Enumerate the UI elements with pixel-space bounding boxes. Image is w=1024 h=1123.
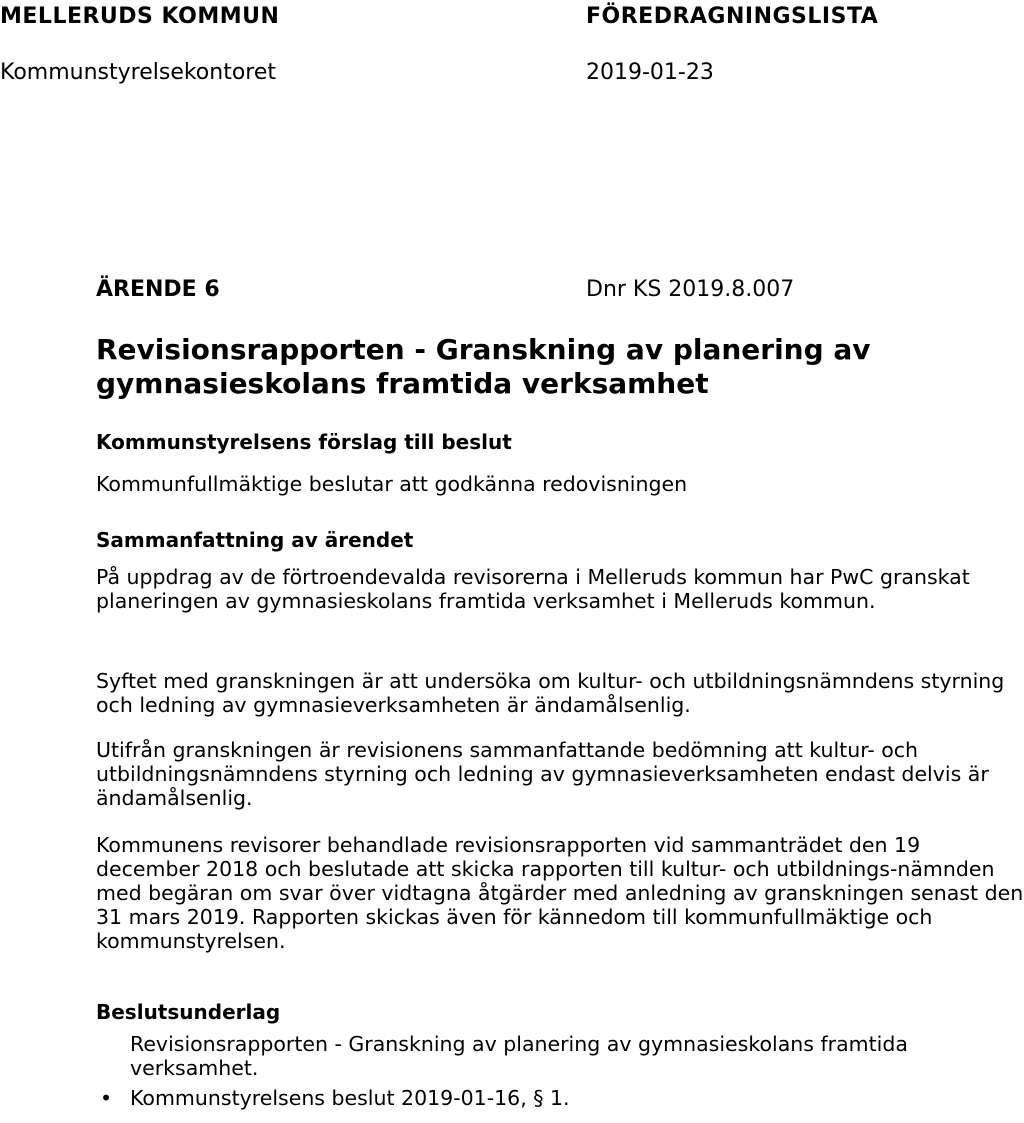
basis-list (96, 1032, 1010, 1110)
list-item-text: Kommunstyrelsens beslut 2019-01-16, § 1. (130, 1086, 570, 1110)
proposal-text: Kommunfullmäktige beslutar att godkänna redovisningen (96, 472, 688, 496)
document-type: FÖREDRAGNINGSLISTA (586, 4, 879, 29)
proposal-heading: Kommunstyrelsens förslag till beslut (96, 430, 512, 454)
summary-paragraph: Kommunens revisorer behandlade revisionsrapporten vid sammanträdet den 19 december 2018 och beslutade att skicka rapporten till kultur- och utbildnings-nämnden med begäran om svar över vidtagna åtgärder med anledning av granskningen senast den 31 mars 2019. Rapporten skickas även för kännedom till kommunfullmäktige och kommunstyrelsen. (96, 833, 1024, 953)
office-name: Kommunstyrelsekontoret (0, 60, 277, 85)
summary-paragraph: Syftet med granskningen är att undersöka om kultur- och utbildningsnämndens styrning och ledning av gymnasieverksamheten är ändamålsenlig. (96, 669, 1005, 717)
bullet-icon: • (100, 1086, 113, 1110)
summary-paragraph: Utifrån granskningen är revisionens sammanfattande bedömning att kultur- och utbildningsnämndens styrning och ledning av gymnasieverksamheten endast delvis är ändamålsenlig. (96, 738, 989, 810)
summary-paragraph: På uppdrag av de förtroendevalda revisorerna i Melleruds kommun har PwC granskat planeringen av gymnasieskolans framtida verksamhet i Melleruds kommun. (96, 565, 970, 613)
case-number: ÄRENDE 6 (96, 277, 220, 302)
list-item-text: Revisionsrapporten - Granskning av planering av gymnasieskolans framtida verksamhet. (130, 1032, 908, 1080)
page-title: Revisionsrapporten - Granskning av planering av gymnasieskolans framtida verksamhet (96, 333, 871, 400)
municipality-name: MELLERUDS KOMMUN (0, 4, 280, 29)
list-item (96, 1032, 1010, 1080)
list-item (96, 1086, 1010, 1110)
basis-heading: Beslutsunderlag (96, 1000, 281, 1024)
case-dnr: Dnr KS 2019.8.007 (586, 277, 795, 302)
summary-heading: Sammanfattning av ärendet (96, 528, 414, 552)
document-date: 2019-01-23 (586, 60, 714, 85)
